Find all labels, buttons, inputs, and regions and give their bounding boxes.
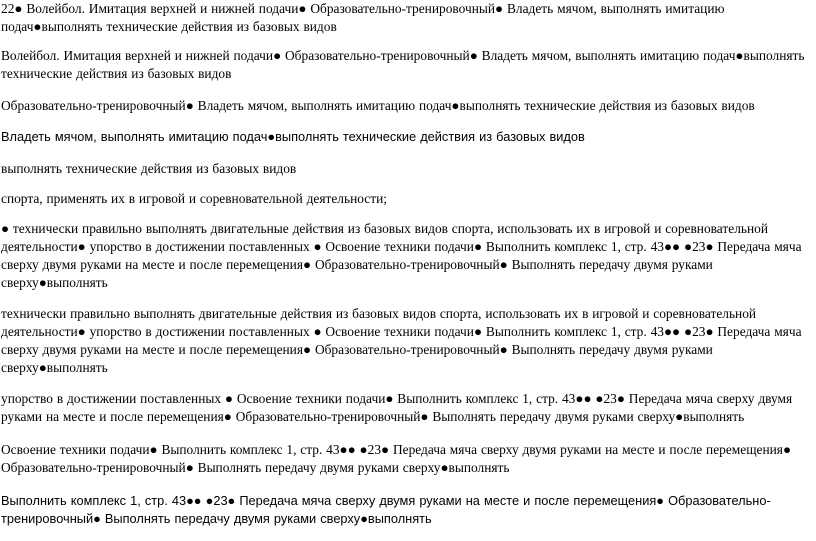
paragraph-8: технически правильно выполнять двигательные действия из базовых видов спорта, использовать их в игровой и соревновательной деятельности● упорство в достижении поставленных ● Освоение техники подачи● Выполнить комплекс 1, стр. 43●● ●23● Передача мяча сверху двумя руками на месте и после перемещения● Образовательно-тренировочный● Выполнять передачу двумя руками сверху●выполнять <box>1 306 802 375</box>
paragraph-10: Освоение техники подачи● Выполнить комплекс 1, стр. 43●● ●23● Передача мяча сверху двумя руками на месте и после перемещения● Образовательно-тренировочный● Выполнять передачу двумя руками сверху●выполнять <box>1 442 792 475</box>
paragraph-2: Волейбол. Имитация верхней и нижней подачи● Образовательно-тренировочный● Владеть мячом, выполнять имитацию подач●выполнять технические действия из базовых видов <box>1 48 805 81</box>
paragraph-9: упорство в достижении поставленных ● Освоение техники подачи● Выполнить комплекс 1, стр. 43●● ●23● Передача мяча сверху двумя руками на месте и после перемещения● Образовательно-тренировочный● Выполнять передачу двумя руками сверху●выполнять <box>1 391 793 424</box>
paragraph-5: выполнять технические действия из базовых видов <box>1 161 297 176</box>
paragraph-4: Владеть мячом, выполнять имитацию подач●выполнять технические действия из базовых видов <box>1 129 585 144</box>
paragraph-7: ● технически правильно выполнять двигательные действия из базовых видов спорта, использовать их в игровой и соревновательной деятельности● упорство в достижении поставленных ● Освоение техники подачи● Выполнить комплекс 1, стр. 43●● ●23● Передача мяча сверху двумя руками на месте и после перемещения● Образовательно-тренировочный● Выполнять передачу двумя руками сверху●выполнять <box>1 221 802 290</box>
paragraph-11: Выполнить комплекс 1, стр. 43●● ●23● Передача мяча сверху двумя руками на месте и после перемещения● Образовательно-тренировочный● Выполнять передачу двумя руками сверху●выполнять <box>1 493 771 526</box>
paragraph-3: Образовательно-тренировочный● Владеть мячом, выполнять имитацию подач●выполнять технические действия из базовых видов <box>1 98 755 113</box>
paragraph-6: спорта, применять их в игровой и соревновательной деятельности; <box>1 191 387 206</box>
paragraph-1: 22● Волейбол. Имитация верхней и нижней подачи● Образовательно-тренировочный● Владеть мячом, выполнять имитацию подач●выполнять технические действия из базовых видов <box>1 1 725 34</box>
